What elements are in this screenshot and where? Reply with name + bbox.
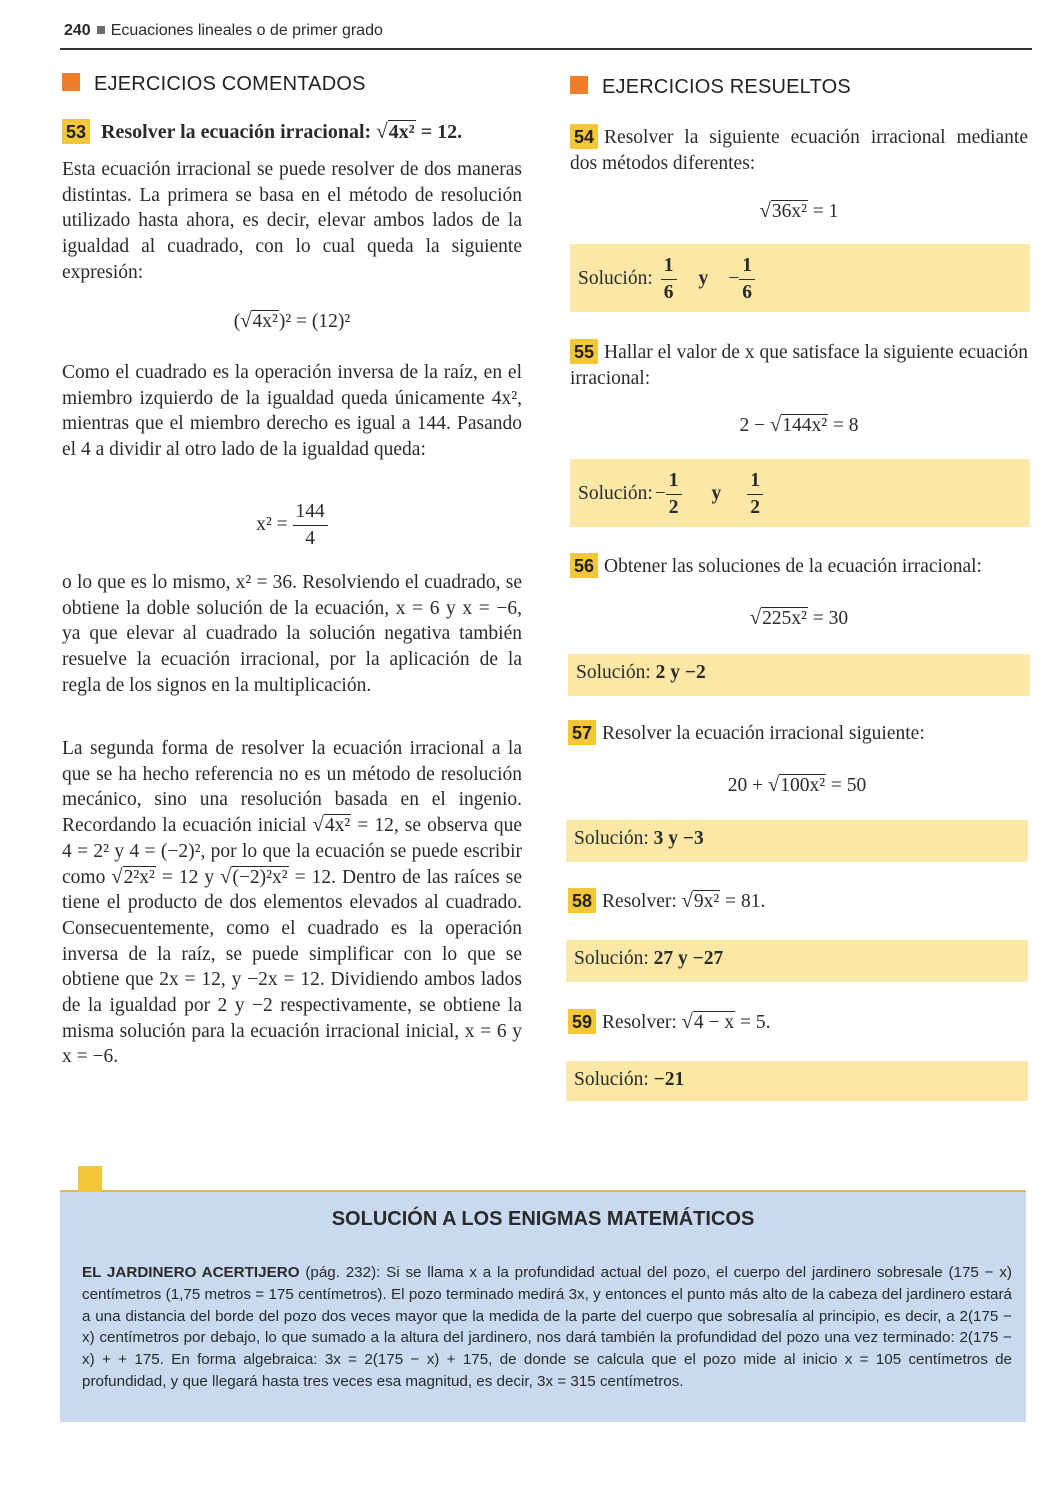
exercise-59-solution: Solución: −21 — [566, 1061, 1028, 1101]
exercise-54-solution: Solución: $\frac{1}{6}$ y − $\frac{1}{6}$ — [570, 244, 1030, 312]
header-bullet-icon — [97, 26, 105, 34]
header-rule — [60, 48, 1032, 50]
exercise-55-solution: Solución: − $\frac{1}{2}$ y $\frac{1}{2}$ — [570, 459, 1030, 527]
enigmas-marker-icon — [78, 1166, 102, 1192]
exercise-56-solution: Solución: 2 y −2 — [568, 654, 1030, 696]
enigmas-body: (pág. 232): Si se llama x a la profundidad actual del pozo, el cuerpo del jardinero sobresale (175 − x) centímetros (1,75 metros = 175 centímetros). El pozo terminado medirá 3x, y entonces el punto más alto de la cabeza del jardinero estará a una distancia del borde del pozo dos veces mayor que la medida de la parte del cuerpo que sobresalía al principio, es decir, a 2(175 − x) centímetros por debajo, lo que sumado a la altura del jardinero, nos dará también la profundidad del pozo una vez terminado: 2(175 − x) + + 175. En forma algebraica: 3x = 2(175 − x) + 175, de donde se calcula que el pozo mide al inicio x = 105 centímetros de profundidad, y que llegará hasta tres veces esa magnitud, es decir, 3x = 315 centímetros. — [82, 1264, 1012, 1390]
exercise-53-equation-1: (√4x²)² = (12)² — [233, 310, 351, 332]
exercise-59-statement: 59 Resolver: √4 − x = 5. — [568, 1009, 1028, 1036]
exercise-56-equation: √225x² = 30 — [749, 607, 849, 629]
exercise-number-badge: 55 — [570, 339, 598, 364]
running-header — [64, 22, 383, 40]
exercise-58-statement: 58 Resolver: √9x² = 81. — [568, 888, 1028, 915]
exercise-57-statement: 57 Resolver la ecuación irracional siguiente: — [568, 720, 1028, 747]
enigmas-lead: EL JARDINERO ACERTIJERO — [82, 1264, 300, 1281]
exercise-57-equation: 20 + √100x² = 50 — [727, 774, 867, 796]
exercise-53-paragraph-2: Como el cuadrado es la operación inversa de la raíz, en el miembro izquierdo de la igualdad queda únicamente 4x², mientras que el miembro derecho es igual a 144. Pasando el 4 a dividir al otro lado de la igualdad queda: — [62, 362, 522, 461]
exercise-58-solution: Solución: 27 y −27 — [566, 940, 1028, 982]
exercise-53-paragraph-3: o lo que es lo mismo, x² = 36. Resolviendo el cuadrado, se obtiene la doble solución de la ecuación, x = 6 y x = −6, ya que elevar al cuadrado la solución negativa también resuelve la ecuación irracional, por la aplicación de la regla de los signos en la multiplicación. — [62, 572, 522, 696]
exercise-number-badge: 56 — [570, 553, 598, 578]
exercise-number-badge: 54 — [570, 124, 598, 149]
exercise-number-badge: 53 — [62, 119, 90, 144]
exercise-54-statement: 54 Resolver la siguiente ecuación irracional mediante dos métodos diferentes: — [570, 124, 1028, 176]
enigmas-text — [82, 1262, 1012, 1393]
exercise-53-heading: 53 Resolver la ecuación irracional: √4x² = 12. — [62, 119, 524, 144]
section-square-icon — [570, 76, 588, 94]
exercise-53-equation-2: x² = $\frac{144}{4}$ — [62, 502, 522, 548]
exercise-53-paragraph-1: Esta ecuación irracional se puede resolver de dos maneras distintas. La primera se basa en el método de resolución utilizado hasta ahora, es decir, elevar ambos lados de la igualdad al cuadrado, con lo cual queda la siguiente expresión: — [62, 159, 522, 283]
heading-equation: √4x² — [376, 119, 415, 143]
exercise-number-badge: 58 — [568, 888, 596, 913]
enigmas-rule — [60, 1190, 1026, 1192]
enigmas-title: SOLUCIÓN A LOS ENIGMAS MATEMÁTICOS — [331, 1208, 755, 1230]
exercise-56-statement: 56 Obtener las soluciones de la ecuación irracional: — [570, 553, 1030, 580]
running-title: Ecuaciones lineales o de primer grado — [110, 22, 383, 39]
exercise-heading-text: Resolver la ecuación irracional: — [101, 121, 372, 143]
exercise-57-solution: Solución: 3 y −3 — [566, 820, 1028, 862]
exercise-number-badge: 59 — [568, 1009, 596, 1034]
exercise-54-equation: √36x² = 1 — [759, 200, 839, 222]
section-title-resueltos: EJERCICIOS RESUELTOS — [570, 76, 851, 99]
section-square-icon — [62, 73, 80, 91]
exercise-53-paragraph-4: La segunda forma de resolver la ecuación irracional a la que se ha hecho referencia no es un método de resolución mecánico, sino una resolución basada en el ingenio. Recordando la ecuación inicial √4x² = 12, se observa que 4 = 2² y 4 = (−2)², por lo que la ecuación se puede escribir como √2²x² = 12 y √(−2)²x² = 12. Dentro de las raíces se tiene el producto de dos elementos elevados al cuadrado. Consecuentemente, como el cuadrado es la operación inversa de la raíz, se puede simplificar con lo que se obtiene que 2x = 12, y −2x = 12. Dividiendo ambos lados de la igualdad por 2 y −2 respectivamente, se obtiene la misma solución para la ecuación irracional inicial, x = 6 y x = −6. — [62, 738, 523, 1068]
page-number: 240 — [64, 22, 91, 39]
section-title-comentados: EJERCICIOS COMENTADOS — [62, 73, 366, 96]
exercise-55-equation: 2 − √144x² = 8 — [739, 414, 859, 436]
exercise-55-statement: 55 Hallar el valor de x que satisface la siguiente ecuación irracional: — [570, 339, 1028, 391]
exercise-number-badge: 57 — [568, 720, 596, 745]
